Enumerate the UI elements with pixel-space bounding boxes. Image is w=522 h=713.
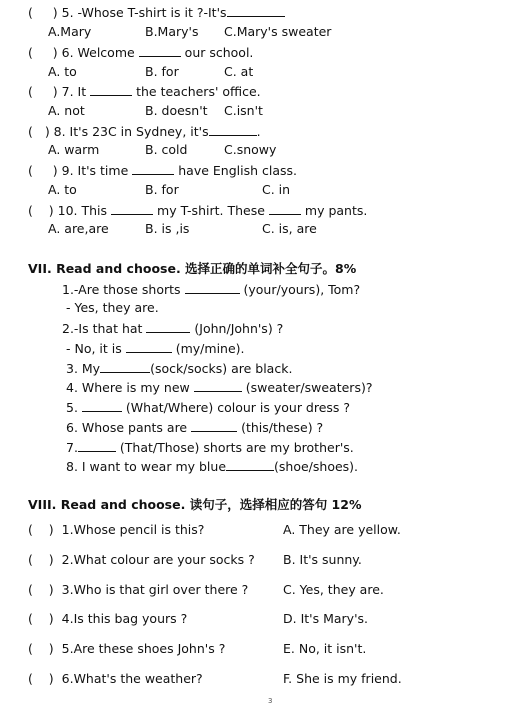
s8-paren-close[interactable]: ) bbox=[48, 522, 54, 537]
q7-option-c: C.isn't bbox=[224, 103, 263, 118]
q7-line bbox=[28, 83, 261, 100]
s8-answer-d: D. It's Mary's. bbox=[283, 611, 368, 626]
s8-row-3 bbox=[28, 582, 248, 598]
q10-option-c-wrap bbox=[262, 221, 317, 237]
s8-question: 4.Is this bag yours ? bbox=[61, 611, 188, 626]
q8-option-c-wrap bbox=[224, 142, 276, 158]
s7-line-6-pre: 6. Whose pants are bbox=[66, 420, 188, 435]
q9-option-a-wrap bbox=[48, 182, 77, 198]
q8-option-b-wrap bbox=[145, 142, 187, 158]
q7-bracket: ( bbox=[28, 84, 33, 99]
s8-paren-open: ( bbox=[28, 552, 33, 567]
s8-question: 3.Who is that girl over there ? bbox=[61, 582, 249, 597]
s8-paren-close[interactable]: ) bbox=[48, 552, 54, 567]
q6-rest: our school. bbox=[184, 45, 254, 60]
s8-row-2 bbox=[28, 552, 255, 568]
section8-heading: VIII. Read and choose. 读句子，选择相应的答句 12% bbox=[28, 497, 362, 512]
s8-row-5 bbox=[28, 641, 225, 657]
q9-rest: have English class. bbox=[178, 163, 298, 178]
s7-line-1b-text: - Yes, they are. bbox=[66, 300, 159, 315]
s7-blank-2b[interactable] bbox=[126, 340, 172, 353]
s7-blank-3[interactable] bbox=[100, 360, 150, 373]
q7-option-b-wrap bbox=[145, 103, 208, 119]
q7-option-b: B. doesn't bbox=[145, 103, 208, 118]
q7-option-a-wrap bbox=[48, 103, 85, 119]
q10-blank-2[interactable] bbox=[269, 202, 301, 215]
q10-line bbox=[28, 202, 367, 219]
q7-option-c-wrap bbox=[224, 103, 263, 119]
s7-blank-7[interactable] bbox=[78, 439, 116, 452]
s7-line-3-pre: 3. My bbox=[66, 361, 101, 376]
q8-bracket: ( bbox=[28, 124, 33, 139]
q8-blank[interactable] bbox=[209, 123, 257, 136]
q10-option-b-wrap bbox=[145, 221, 189, 237]
q9-option-c-wrap bbox=[262, 182, 290, 198]
q6-option-a-wrap bbox=[48, 64, 77, 80]
q9-option-a: A. to bbox=[48, 182, 77, 197]
s7-blank-1[interactable] bbox=[185, 281, 240, 294]
q7-rest: the teachers' office. bbox=[136, 84, 261, 99]
q10-rest: my pants. bbox=[304, 203, 368, 218]
q5-text: ) 5. -Whose T-shirt is it ?-It's bbox=[52, 5, 227, 20]
s7-line-4 bbox=[66, 379, 372, 396]
s7-line-1-pre: 1.-Are those shorts bbox=[62, 282, 181, 297]
s8-answer-e: E. No, it isn't. bbox=[283, 641, 367, 656]
q7-text: ) 7. It bbox=[52, 84, 87, 99]
s7-line-2-pre: 2.-Is that hat bbox=[62, 321, 143, 336]
s8-answer-f: F. She is my friend. bbox=[283, 671, 402, 686]
q6-bracket: ( bbox=[28, 45, 33, 60]
s8-row-4 bbox=[28, 611, 187, 627]
s7-line-2 bbox=[62, 320, 283, 337]
s7-line-8-pre: 8. I want to wear my blue bbox=[66, 459, 227, 474]
q5-option-a: A.Mary bbox=[48, 24, 92, 39]
s7-line-7 bbox=[66, 439, 354, 456]
section7-heading: VII. Read and choose. 选择正确的单词补全句子。8% bbox=[28, 261, 357, 276]
s7-blank-4[interactable] bbox=[194, 379, 242, 392]
q7-option-a: A. not bbox=[48, 103, 85, 118]
q5-line bbox=[28, 4, 285, 21]
q6-text: ) 6. Welcome bbox=[52, 45, 135, 60]
q5-blank[interactable] bbox=[227, 4, 285, 17]
s7-line-3 bbox=[66, 360, 292, 377]
q8-option-a-wrap bbox=[48, 142, 99, 158]
q6-option-c: C. at bbox=[224, 64, 254, 79]
q9-line bbox=[28, 162, 297, 179]
q5-option-c-wrap bbox=[224, 24, 331, 40]
q10-option-c: C. is, are bbox=[262, 221, 317, 236]
q6-option-b-wrap bbox=[145, 64, 179, 80]
s7-line-3-post: (sock/socks) are black. bbox=[150, 361, 293, 376]
s7-line-5-post: (What/Where) colour is your dress ? bbox=[125, 400, 351, 415]
s7-line-2b-post: (my/mine). bbox=[175, 341, 245, 356]
q10-text: ) 10. This bbox=[48, 203, 108, 218]
q5-option-c: C.Mary's sweater bbox=[224, 24, 332, 39]
s7-line-1b bbox=[66, 300, 159, 316]
q9-text: ) 9. It's time bbox=[52, 163, 129, 178]
s7-line-7-pre: 7. bbox=[66, 440, 78, 455]
q5-bracket: ( bbox=[28, 5, 33, 20]
s7-line-2b bbox=[66, 340, 245, 357]
s7-line-5 bbox=[66, 399, 350, 416]
page-number: 3 bbox=[268, 697, 273, 705]
s8-row-6 bbox=[28, 671, 203, 687]
s8-answer-c: C. Yes, they are. bbox=[283, 582, 384, 597]
s8-question: 5.Are these shoes John's ? bbox=[61, 641, 226, 656]
s7-line-8 bbox=[66, 458, 358, 475]
q5-option-b: B.Mary's bbox=[145, 24, 199, 39]
s7-line-1-post: (your/yours), Tom? bbox=[243, 282, 361, 297]
s7-line-7-post: (That/Those) shorts are my brother's. bbox=[119, 440, 354, 455]
s7-line-4-post: (sweater/sweaters)? bbox=[245, 380, 373, 395]
s8-paren-open: ( bbox=[28, 671, 33, 686]
s7-line-2b-pre: - No, it is bbox=[66, 341, 122, 356]
q6-blank[interactable] bbox=[139, 44, 181, 57]
q6-line bbox=[28, 44, 253, 61]
s8-answer-a: A. They are yellow. bbox=[283, 522, 401, 537]
s8-paren-close[interactable]: ) bbox=[48, 641, 54, 656]
s8-paren-close[interactable]: ) bbox=[48, 582, 54, 597]
q6-option-c-wrap bbox=[224, 64, 253, 80]
s7-line-5-pre: 5. bbox=[66, 400, 78, 415]
q9-blank[interactable] bbox=[132, 162, 174, 175]
s8-answer-b: B. It's sunny. bbox=[283, 552, 362, 567]
q9-bracket: ( bbox=[28, 163, 33, 178]
s7-line-6 bbox=[66, 419, 323, 436]
s7-blank-5[interactable] bbox=[82, 399, 122, 412]
q7-blank[interactable] bbox=[90, 83, 132, 96]
q5-options bbox=[48, 24, 91, 40]
q10-blank-1[interactable] bbox=[111, 202, 153, 215]
q8-option-b: B. cold bbox=[145, 142, 188, 157]
q8-rest: . bbox=[256, 124, 261, 139]
s8-paren-open: ( bbox=[28, 611, 33, 626]
s7-blank-6[interactable] bbox=[191, 419, 237, 432]
s8-row-1 bbox=[28, 522, 204, 538]
q5-option-b-wrap bbox=[145, 24, 198, 40]
s7-blank-2[interactable] bbox=[146, 320, 190, 333]
q10-option-a-wrap bbox=[48, 221, 109, 237]
q10-option-b: B. is ,is bbox=[145, 221, 190, 236]
s7-line-8-post: (shoe/shoes). bbox=[274, 459, 359, 474]
q8-line bbox=[28, 123, 261, 140]
s7-line-2-post: (John/John's) ? bbox=[194, 321, 284, 336]
s7-line-6-post: (this/these) ? bbox=[241, 420, 324, 435]
q6-option-a: A. to bbox=[48, 64, 77, 79]
s8-paren-open: ( bbox=[28, 641, 33, 656]
s8-paren-open: ( bbox=[28, 582, 33, 597]
q8-option-a: A. warm bbox=[48, 142, 100, 157]
s8-question: 6.What's the weather? bbox=[61, 671, 203, 686]
s8-paren-close[interactable]: ) bbox=[48, 611, 54, 626]
s8-question: 1.Whose pencil is this? bbox=[61, 522, 205, 537]
s8-question: 2.What colour are your socks ? bbox=[61, 552, 255, 567]
q9-option-b-wrap bbox=[145, 182, 179, 198]
q10-bracket: ( bbox=[28, 203, 33, 218]
q6-option-b: B. for bbox=[145, 64, 179, 79]
s7-line-1 bbox=[62, 281, 360, 298]
s8-paren-open: ( bbox=[28, 522, 33, 537]
q10-option-a: A. are,are bbox=[48, 221, 109, 236]
s8-paren-close[interactable]: ) bbox=[48, 671, 54, 686]
s7-blank-8[interactable] bbox=[226, 458, 274, 471]
q8-text: ) 8. It's 23C in Sydney, it's bbox=[44, 124, 209, 139]
q8-option-c: C.snowy bbox=[224, 142, 277, 157]
s7-line-4-pre: 4. Where is my new bbox=[66, 380, 190, 395]
q9-option-b: B. for bbox=[145, 182, 179, 197]
q10-mid: my T-shirt. These bbox=[157, 203, 265, 218]
q9-option-c: C. in bbox=[262, 182, 291, 197]
